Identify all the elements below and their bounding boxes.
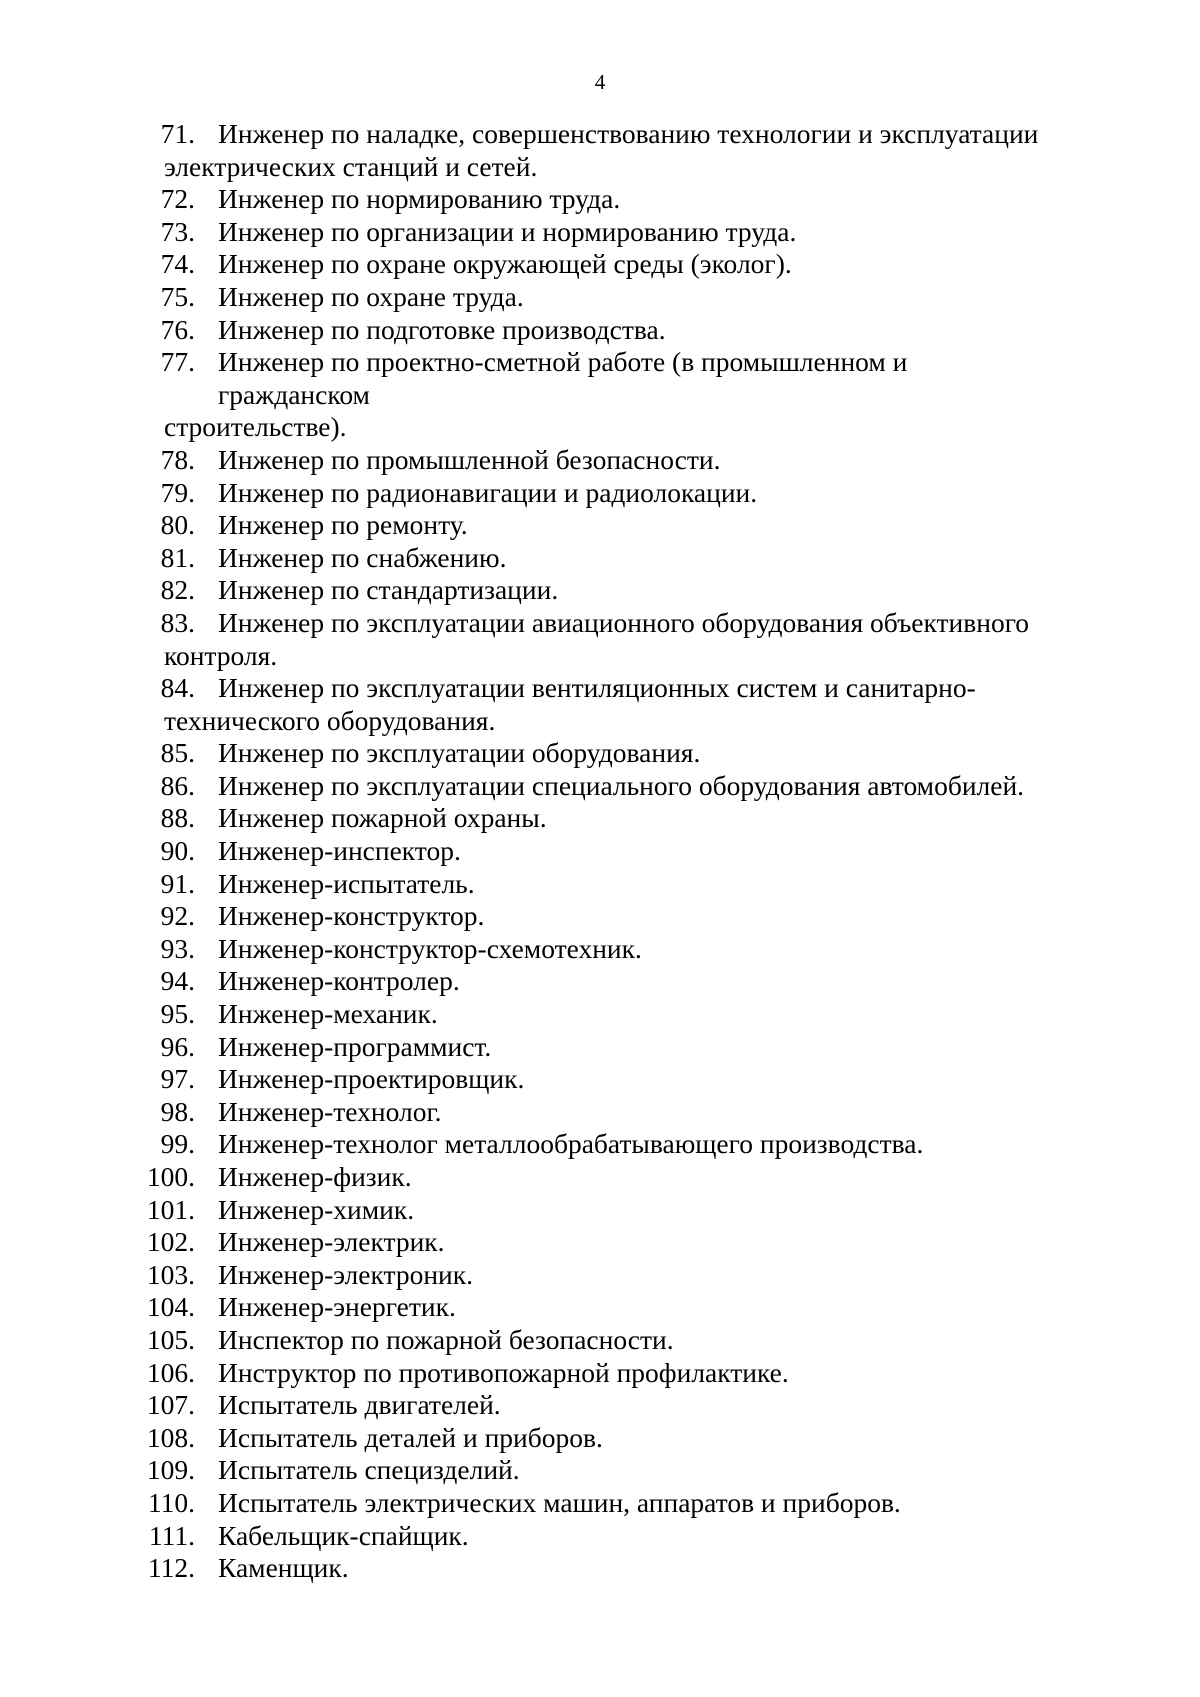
list-item-text: Инженер-энергетик.	[218, 1291, 456, 1323]
list-item	[0, 574, 1200, 607]
list-item	[0, 1063, 1200, 1096]
list-item-number: 71.	[160, 118, 195, 149]
list-item-number: 109.	[146, 1454, 195, 1486]
list-item-number: 104.	[146, 1291, 195, 1323]
list-item	[0, 183, 1200, 216]
page-number: 4	[594, 70, 606, 94]
list-item-text: Инженер-механик.	[218, 998, 438, 1030]
list-item-text: Инженер по нормированию труда.	[218, 183, 621, 215]
list-item	[0, 965, 1200, 998]
list-item-text: Испытатель двигателей.	[218, 1389, 501, 1421]
list-item	[0, 1128, 1200, 1161]
list-item-number: 110.	[147, 1486, 195, 1518]
list-item	[0, 737, 1200, 770]
list-item	[0, 802, 1200, 835]
list-item-text: Испытатель специзделий.	[218, 1454, 520, 1486]
list-item	[0, 1552, 1200, 1585]
list-item-text: Инженер-технолог металлообрабатывающего производства.	[218, 1128, 924, 1160]
list-item-text: Инженер-контролер.	[218, 965, 460, 997]
list-item-text: Инженер по ремонту.	[218, 509, 468, 541]
list-item-text: Инженер-проектировщик.	[218, 1063, 525, 1095]
list-item-number: 101.	[146, 1193, 195, 1225]
list-item	[0, 998, 1200, 1031]
list-item-number: 94.	[160, 965, 195, 997]
list-item	[0, 1291, 1200, 1324]
list-item-text: Инженер по эксплуатации специального оборудования автомобилей.	[218, 769, 1025, 801]
list-item	[0, 509, 1200, 542]
list-item	[0, 314, 1200, 347]
list-item	[0, 1422, 1200, 1455]
list-item	[0, 444, 1200, 477]
list-item-text: Инженер пожарной охраны.	[218, 802, 547, 834]
list-item-number: 74.	[160, 248, 195, 280]
list-item-number: 79.	[160, 476, 195, 508]
list-item-number: 82.	[160, 574, 195, 606]
list-item-text: Инженер-электрик.	[218, 1226, 445, 1258]
list-item-continuation: строительстве).	[164, 411, 347, 443]
list-item-number: 77.	[160, 346, 195, 378]
list-item-number: 91.	[160, 867, 195, 899]
list-item-text: Инструктор по противопожарной профилактике.	[218, 1356, 789, 1388]
list-item	[0, 216, 1200, 249]
list-item	[0, 1194, 1200, 1227]
list-item-text: Инженер-программист.	[218, 1030, 492, 1062]
list-item-number: 81.	[160, 541, 195, 573]
list-item-text: Инженер по охране труда.	[218, 280, 524, 312]
profession-list	[0, 118, 1200, 1585]
list-item-text: Инженер по снабжению.	[218, 541, 507, 573]
list-item-text: Инженер по эксплуатации авиационного оборудования объективного	[218, 606, 1030, 638]
list-item	[0, 477, 1200, 510]
list-item-continuation: электрических станций и сетей.	[164, 150, 538, 182]
list-item-text: Инженер-физик.	[218, 1161, 412, 1192]
list-item-text: Кабельщик-спайщик.	[218, 1519, 469, 1551]
list-item-number: 106.	[146, 1356, 195, 1388]
list-item	[0, 1389, 1200, 1422]
list-item-text: Инженер-технолог.	[218, 1095, 442, 1127]
list-item	[0, 1520, 1200, 1553]
list-item	[0, 607, 1200, 672]
list-item-number: 102.	[146, 1226, 195, 1258]
list-item-text: Инженер-инспектор.	[218, 835, 461, 867]
list-item-number: 85.	[160, 737, 195, 769]
list-item-number: 78.	[160, 443, 195, 475]
list-item-number: 83.	[160, 606, 195, 638]
list-item-text: Инженер-конструктор-схемотехник.	[218, 932, 642, 964]
list-item	[0, 1161, 1200, 1194]
list-item-text: Испытатель деталей и приборов.	[218, 1421, 603, 1453]
list-item-number: 93.	[160, 932, 195, 964]
list-item	[0, 1031, 1200, 1064]
list-item	[0, 1357, 1200, 1390]
list-item-continuation: технического оборудования.	[164, 704, 496, 736]
list-item-text: Инженер по эксплуатации оборудования.	[218, 737, 701, 769]
list-item-text: Инженер по радионавигации и радиолокации.	[218, 476, 758, 508]
list-item	[0, 900, 1200, 933]
list-item-number: 112.	[147, 1552, 195, 1584]
list-item-text: Инженер по проектно-сметной работе (в промышленном и гражданском	[218, 346, 908, 410]
list-item	[0, 672, 1200, 737]
list-item-text: Инженер-конструктор.	[218, 900, 485, 932]
list-item	[0, 770, 1200, 803]
list-item-text: Инженер по организации и нормированию труда.	[218, 215, 797, 247]
list-item-text: Инженер-химик.	[218, 1193, 415, 1225]
list-item-text: Инженер по наладке, совершенствованию технологии и эксплуатации	[218, 118, 1039, 149]
list-item-number: 108.	[146, 1421, 195, 1453]
list-item-text: Инженер по эксплуатации вентиляционных систем и санитарно-	[218, 672, 976, 704]
list-item-text: Испытатель электрических машин, аппаратов и приборов.	[218, 1486, 901, 1518]
list-item-number: 99.	[160, 1128, 195, 1160]
list-item	[0, 1454, 1200, 1487]
list-item-number: 80.	[160, 509, 195, 541]
list-item	[0, 542, 1200, 575]
list-item-number: 100.	[146, 1161, 195, 1192]
list-item	[0, 248, 1200, 281]
list-item-continuation: контроля.	[164, 639, 278, 671]
list-item	[0, 1096, 1200, 1129]
list-item-number: 97.	[160, 1063, 195, 1095]
list-item-number: 88.	[160, 802, 195, 834]
list-item-text: Инженер по охране окружающей среды (эколог).	[218, 248, 792, 280]
list-item-number: 84.	[160, 672, 195, 704]
list-item-number: 105.	[146, 1323, 195, 1355]
list-item-number: 75.	[160, 280, 195, 312]
list-item-number: 111.	[148, 1519, 195, 1551]
list-item	[0, 868, 1200, 901]
list-item-number: 98.	[160, 1095, 195, 1127]
list-item-text: Инженер по промышленной безопасности.	[218, 443, 721, 475]
list-item	[0, 281, 1200, 314]
list-item-number: 86.	[160, 769, 195, 801]
list-item-text: Инженер-испытатель.	[218, 867, 475, 899]
list-item	[0, 1259, 1200, 1292]
list-item	[0, 1324, 1200, 1357]
list-item	[0, 1226, 1200, 1259]
list-item-number: 76.	[160, 313, 195, 345]
list-item	[0, 346, 1200, 444]
list-item-text: Инженер по стандартизации.	[218, 574, 559, 606]
list-item-number: 95.	[160, 998, 195, 1030]
list-item-number: 90.	[160, 835, 195, 867]
list-item	[0, 933, 1200, 966]
list-item-text: Инженер-электроник.	[218, 1258, 474, 1290]
list-item-number: 92.	[160, 900, 195, 932]
list-item-number: 72.	[160, 183, 195, 215]
list-item-text: Инспектор по пожарной безопасности.	[218, 1323, 674, 1355]
list-item-number: 107.	[146, 1389, 195, 1421]
list-item-text: Инженер по подготовке производства.	[218, 313, 666, 345]
list-item-number: 73.	[160, 215, 195, 247]
list-item-text: Каменщик.	[218, 1552, 349, 1584]
list-item	[0, 118, 1200, 183]
list-item-number: 103.	[146, 1258, 195, 1290]
list-item-number: 96.	[160, 1030, 195, 1062]
list-item	[0, 1487, 1200, 1520]
list-item	[0, 835, 1200, 868]
